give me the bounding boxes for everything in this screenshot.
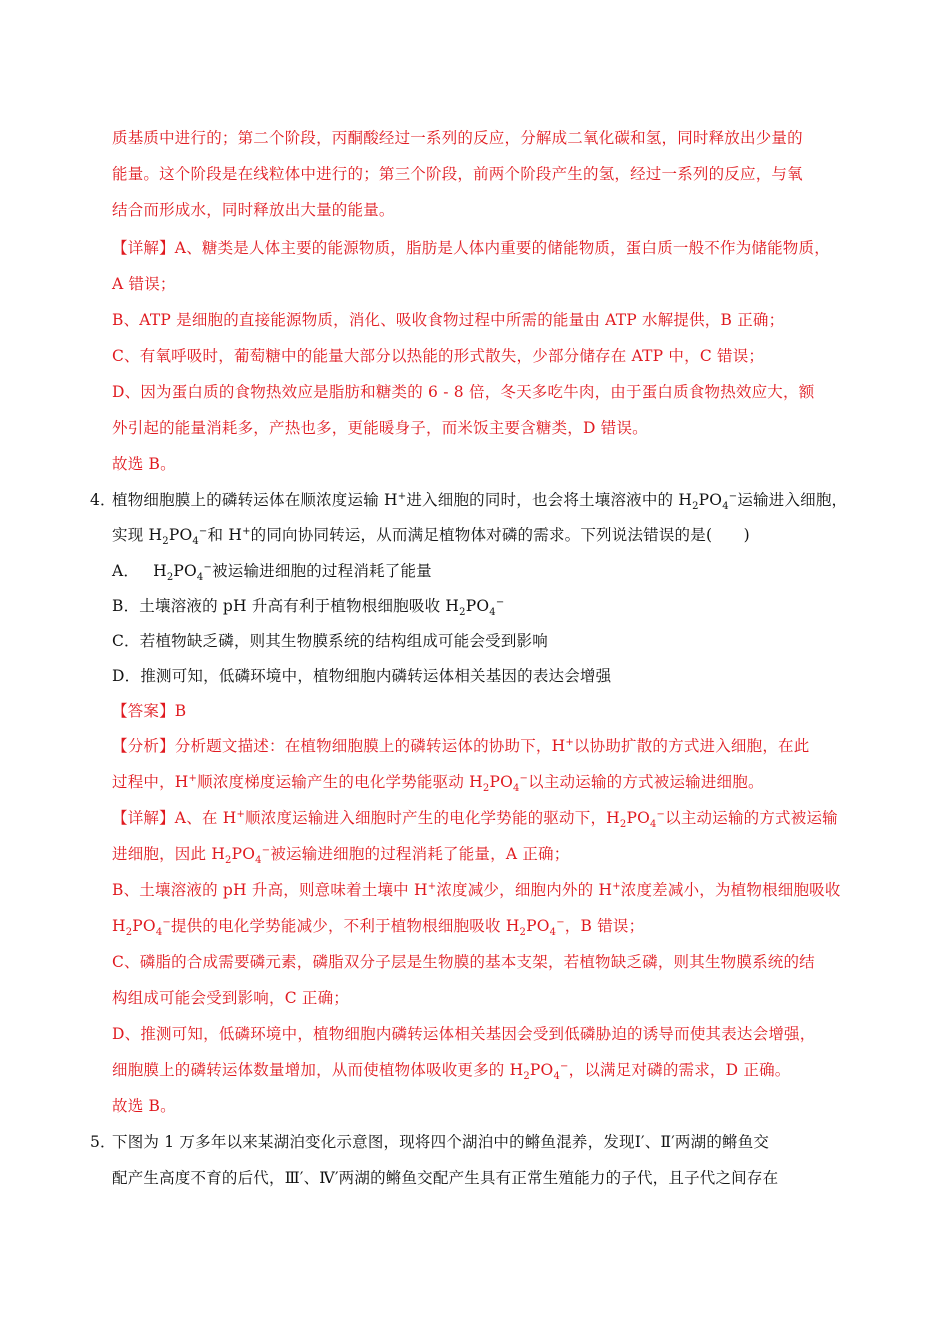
prev-detail-line-4: C、有氧呼吸时，葡萄糖中的能量大部分以热能的形式散失，少部分储存在 ATP 中，C 错误； [112,347,765,365]
prev-choice: 故选 B。 [112,455,176,473]
q4-analysis-line-2: 过程中，H+顺浓度梯度运输产生的电化学势能驱动 $H_2PO_4^-$以主动运输的方式被运输进细胞。 [112,772,764,795]
prev-explain-line-1: 质基质中进行的；第二个阶段，丙酮酸经过一系列的反应，分解成二氧化碳和氢，同时释放出少量的 [112,129,803,147]
prev-explain-line-3: 结合而形成水，同时释放出大量的能量。 [112,201,395,219]
q4-detail-line-6: 构组成可能会受到影响，C 正确； [112,989,349,1007]
q4-option-c: C．若植物缺乏磷，则其生物膜系统的结构组成可能会受到影响 [112,632,548,650]
prev-detail-line-2: A 错误； [112,275,176,293]
q4-option-b: B．土壤溶液的 pH 升高有利于植物根细胞吸收 $H_2PO_4^-$ [112,596,505,619]
q4-detail-line-4: $H_2PO_4^-$提供的电化学势能减少，不利于植物根细胞吸收 $H_2PO_4^-$，B 错误； [112,916,645,939]
q4-option-d: D．推测可知，低磷环境中，植物细胞内磷转运体相关基因的表达会增强 [112,667,612,685]
q4-detail-line-7: D、推测可知，低磷环境中，植物细胞内磷转运体相关基因会受到低磷胁迫的诱导而使其表达会增强， [112,1025,816,1043]
q4-number: 4． [90,491,116,509]
q5-stem-line-1: 下图为 1 万多年以来某湖泊变化示意图，现将四个湖泊中的鳉鱼混养，发现Ⅰ′、Ⅱ′两湖的鳉鱼交 [112,1133,770,1151]
q4-analysis-line-1: 【分析】分析题文描述：在植物细胞膜上的磷转运体的协助下，H+以协助扩散的方式进入细胞，在此 [112,736,810,755]
q4-detail-line-2: 进细胞，因此 $H_2PO_4^-$被运输进细胞的过程消耗了能量，A 正确； [112,844,570,867]
q5-stem-line-2: 配产生高度不育的后代，Ⅲ′、Ⅳ′两湖的鳉鱼交配产生具有正常生殖能力的子代，且子代之间存在 [112,1169,779,1187]
prev-detail-line-5: D、因为蛋白质的食物热效应是脂肪和糖类的 6 - 8 倍，冬天多吃牛肉，由于蛋白质食物热效应大，额 [112,383,815,401]
q5-number: 5． [90,1133,116,1151]
q4-detail-line-1: 【详解】A、在 H+顺浓度运输进入细胞时产生的电化学势能的驱动下，$H_2PO_4^-$以主动运输的方式被运输 [112,808,838,831]
q4-choice: 故选 B。 [112,1097,176,1115]
q4-detail-line-5: C、磷脂的合成需要磷元素，磷脂双分子层是生物膜的基本支架，若植物缺乏磷，则其生物膜系统的结 [112,953,815,971]
q4-detail-line-3: B、土壤溶液的 pH 升高，则意味着土壤中 H+浓度减少，细胞内外的 H+浓度差减小，为植物根细胞吸收 [112,880,841,899]
prev-explain-line-2: 能量。这个阶段是在线粒体中进行的；第三个阶段，前两个阶段产生的氢，经过一系列的反应，与氧 [112,165,803,183]
q4-answer: 【答案】B [112,702,187,720]
q4-stem-line-2: 实现 $H_2PO_4^-$和 H+的同向协同转运，从而满足植物体对磷的需求。下列说法错误的是( ) [112,525,750,548]
prev-detail-line-3: B、ATP 是细胞的直接能源物质，消化、吸收食物过程中所需的能量由 ATP 水解提供，B 正确； [112,311,785,329]
q4-stem-line-1: 植物细胞膜上的磷转运体在顺浓度运输 H+进入细胞的同时，也会将土壤溶液中的 $H_2PO_4^-$运输进入细胞， [112,490,848,513]
q4-detail-line-8: 细胞膜上的磷转运体数量增加，从而使植物体吸收更多的 $H_2PO_4^-$，以满足对磷的需求，D 正确。 [112,1060,791,1083]
prev-detail-line-1: 【详解】A、糖类是人体主要的能源物质，脂肪是人体内重要的储能物质，蛋白质一般不作为储能物质， [112,239,830,257]
q4-option-a: A． $H_2PO_4^-$被运输进细胞的过程消耗了能量 [112,561,432,584]
prev-detail-line-6: 外引起的能量消耗多，产热也多，更能暖身子，而米饭主要含糖类，D 错误。 [112,419,648,437]
